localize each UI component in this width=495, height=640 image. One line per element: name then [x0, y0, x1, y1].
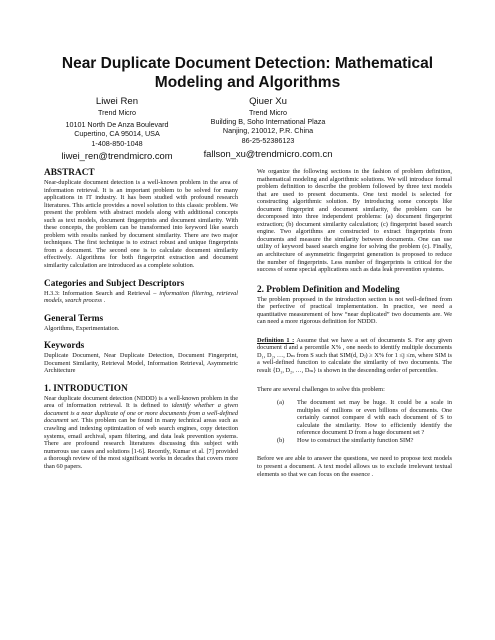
paper-title	[40, 54, 455, 92]
introduction-heading: 1. INTRODUCTION	[44, 383, 128, 394]
author-block-2	[178, 96, 358, 160]
list-item-marker: (a)	[277, 399, 284, 407]
author-affiliation: Trend Micro	[97, 108, 137, 117]
author-phone: 1-408-850-1048	[91, 138, 143, 148]
author-block-1	[42, 96, 192, 162]
abstract-heading: ABSTRACT	[44, 168, 95, 178]
section-2-text: The problem proposed in the introduction section is not well-defined from the perfective of practical implementation. In practice, we need a quantitative measurement of how “near duplicated” two documents are. We can need a more rigorous definition for NDDD.	[257, 295, 452, 326]
closing-text: Before we are able to answer the questions, we need to propose text models to present a document. A text model allows us to exclude irrelevant textual elements so that we can focus on the essence .	[257, 455, 452, 478]
definition-text: Assume that we have a set of documents S. For any given document d and a percentile X% , one needs to identify multiple documents D₁, D₂, …, Dₘ from S such that SIM(d, Dⱼ) ≥ X% for 1 ≤j ≤m, where SIM is a well-defined function to calculate the similarity of two documents. The result {D₁, D₂, …, Dₘ} is shown in the descending order of percentiles.	[257, 336, 452, 375]
section-2-heading: 2. Problem Definition and Modeling	[257, 284, 400, 295]
list-item	[257, 437, 452, 445]
general-terms-heading: General Terms	[44, 313, 104, 324]
challenges-list	[257, 399, 452, 444]
author-address-line-2: Cupertino, CA 95014, USA	[74, 129, 160, 139]
categories-code: H.3.3: Information Search and Retrieval –	[44, 289, 160, 297]
categories-heading: Categories and Subject Descriptors	[44, 278, 185, 289]
author-name: Liwei Ren	[95, 96, 139, 107]
list-item	[257, 399, 452, 437]
author-email[interactable]: liwei_ren@trendmicro.com	[61, 149, 173, 161]
introduction-definition: identify whether a given document is a near duplicate of one or more documents from a well-defined document set.	[44, 402, 238, 425]
categories-terms: information filtering, retrieval models, search process	[44, 289, 238, 305]
left-column	[44, 168, 238, 470]
introduction-text	[44, 395, 238, 470]
introduction-text-rest: This problem can be found in many technical areas such as crawling and indexing optimization of web search engines, copy detection systems, email archival, spam filtering, and data leak prevention systems. There are profound research literatures discussing this subject with numerous use cases and solutions [1-6]. Recently, Kumar et al. [7] provided a thorough review of the most significant works in decades that covers more than 60 papers.	[44, 417, 238, 470]
categories-end: .	[102, 297, 106, 305]
right-column	[257, 168, 452, 478]
author-phone: 86-25-52386123	[241, 135, 295, 145]
keywords-text: Duplicate Document, Near Duplicate Detection, Document Fingerprint, Document Similarity, Retrieval Model, Information Retrieval, Asymmetric Architecture	[44, 352, 238, 375]
general-terms-text: Algorithms, Experimentation.	[44, 324, 120, 332]
keywords-heading: Keywords	[44, 341, 85, 352]
abstract-text: Near-duplicate document detection is a well-known problem in the area of information retrieval. It is an important problem to be solved for many applications in IT industry. It has been studied with profound research literatures. This article provides a novel solution to this classic problem. We present the problem with abstract models along with additional concepts such as text models, document fingerprints and document similarity. With these concepts, the problem can be transformed into keyword like search problem with results ranked by document similarity. There are two major techniques. The first technique is to extract robust and unique fingerprints from a document. The second one is to calculate document similarity effectively. Algorithms for both fingerprint extraction and document similarity calculation are introduced as a complete solution.	[44, 179, 238, 270]
categories-text	[44, 290, 238, 305]
author-address-line-1: Building B, Soho International Plaza	[210, 117, 326, 127]
introduction-text-start: Near duplicate document detection (NDDD) is a well-known problem in the area of information retrieval. It is defined to	[44, 394, 238, 410]
list-item-marker: (b)	[277, 436, 285, 444]
list-item-text: The document set may be huge. It could be a scale in multiples of millions or even billions of documents. One certainly cannot compare d with each document of S to calculate the similarity. How to efficiently identify the reference document D from a huge document set ?	[297, 399, 452, 437]
paper-title-line-2: Modeling and Algorithms	[154, 74, 341, 91]
author-affiliation: Trend Micro	[248, 108, 288, 117]
list-item-text: How to construct the similarity function SIM?	[297, 436, 414, 444]
definition-1	[257, 337, 452, 375]
paper-title-line-1: Near Duplicate Document Detection: Mathematical	[61, 55, 434, 72]
challenges-intro: There are several challenges to solve this problem:	[257, 385, 385, 393]
author-email[interactable]: fallson_xu@trendmicro.com.cn	[203, 147, 333, 159]
author-name: Qiuer Xu	[249, 96, 287, 107]
author-address-line-2: Nanjing, 210012, P.R. China	[222, 126, 314, 136]
definition-label: Definition 1 :	[257, 336, 295, 344]
introduction-continued: We organize the following sections in the fashion of problem definition, mathematical modeling and algorithmic solutions. We will introduce formal problem definition to describe the problem followed by three text models that are used to present documents. One text model is selected for constructing algorithmic solution. By introducing some concepts like document fingerprint and document similarity, the problem can be decomposed into three independent problems: (a) document fingerprint extraction; (b) document similarity calculation; (c) fingerprint based search engine. Two algorithms are constructed to extract fingerprints from documents and measure the similarity between documents. One can use utility of keyword based search engine for solving the problem (c). Finally, an architecture of asymmetric fingerprint generation is proposed to reduce the number of fingerprints. Less number of fingerprints is critical for the success of some special applications such as data leak prevention systems.	[257, 168, 452, 274]
author-address-line-1: 10101 North De Anza Boulevard	[65, 120, 169, 130]
